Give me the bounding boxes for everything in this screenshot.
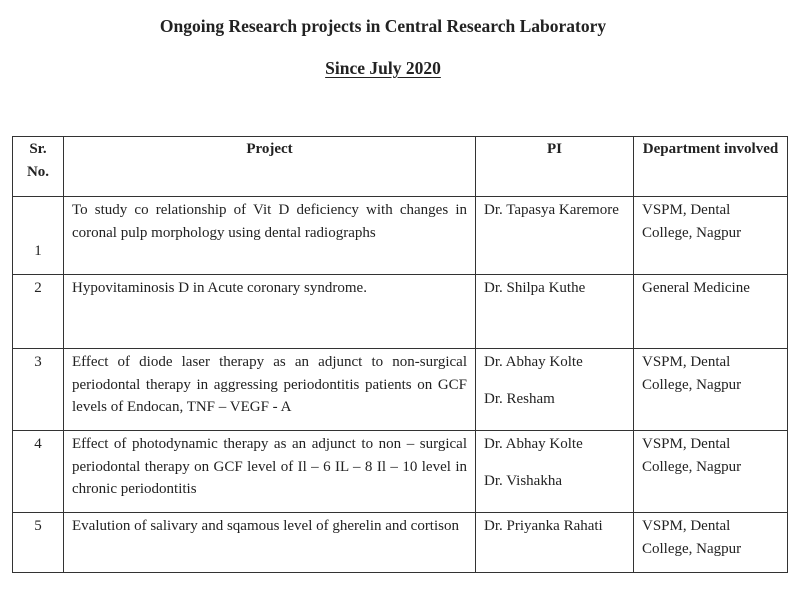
row-department: VSPM, Dental College, Nagpur	[634, 431, 788, 513]
table-row	[13, 197, 788, 275]
table-row	[13, 431, 788, 513]
row-sr-no: 1	[13, 197, 64, 275]
row-pi	[476, 349, 634, 431]
row-project: Hypovitaminosis D in Acute coronary syndrome.	[64, 275, 476, 349]
row-pi	[476, 275, 634, 349]
row-department: VSPM, Dental College, Nagpur	[634, 349, 788, 431]
row-pi	[476, 431, 634, 513]
pi-name: Dr. Resham	[484, 390, 555, 407]
pi-name: Dr. Abhay Kolte	[484, 354, 583, 370]
row-project: Effect of diode laser therapy as an adjunct to non-surgical periodontal therapy in aggressing periodontitis patients on GCF levels of Endocan, TNF – VEGF - A	[64, 349, 476, 431]
row-project: To study co relationship of Vit D deficiency with changes in coronal pulp morphology using dental radiographs	[64, 197, 476, 275]
table-row	[13, 349, 788, 431]
row-department: General Medicine	[634, 275, 788, 349]
row-sr-no: 5	[13, 513, 64, 573]
row-project: Evalution of salivary and sqamous level of gherelin and cortison	[64, 513, 476, 573]
row-sr-no: 3	[13, 349, 64, 431]
header-project: Project	[64, 137, 476, 197]
pi-name: Dr. Tapasya Karemore	[484, 202, 619, 218]
row-sr-no: 2	[13, 275, 64, 349]
row-pi	[476, 197, 634, 275]
table-row	[13, 513, 788, 573]
pi-name: Dr. Shilpa Kuthe	[484, 280, 586, 296]
header-pi: PI	[476, 137, 634, 197]
projects-table	[12, 136, 788, 573]
header-sr-no: Sr. No.	[13, 137, 64, 197]
document-subtitle: Since July 2020	[325, 58, 441, 78]
table-header-row	[13, 137, 788, 197]
row-pi	[476, 513, 634, 573]
row-sr-no: 4	[13, 431, 64, 513]
row-department: VSPM, Dental College, Nagpur	[634, 513, 788, 573]
pi-name: Dr. Priyanka Rahati	[484, 518, 603, 534]
row-department: VSPM, Dental College, Nagpur	[634, 197, 788, 275]
pi-name: Dr. Abhay Kolte	[484, 436, 583, 452]
header-department: Department involved	[634, 137, 788, 197]
pi-name: Dr. Vishakha	[484, 472, 562, 489]
document-title: Ongoing Research projects in Central Research Laboratory	[159, 16, 607, 36]
row-project: Effect of photodynamic therapy as an adjunct to non – surgical periodontal therapy on GCF level of Il – 6 IL – 8 Il – 10 level in chronic periodontitis	[64, 431, 476, 513]
table-row	[13, 275, 788, 349]
